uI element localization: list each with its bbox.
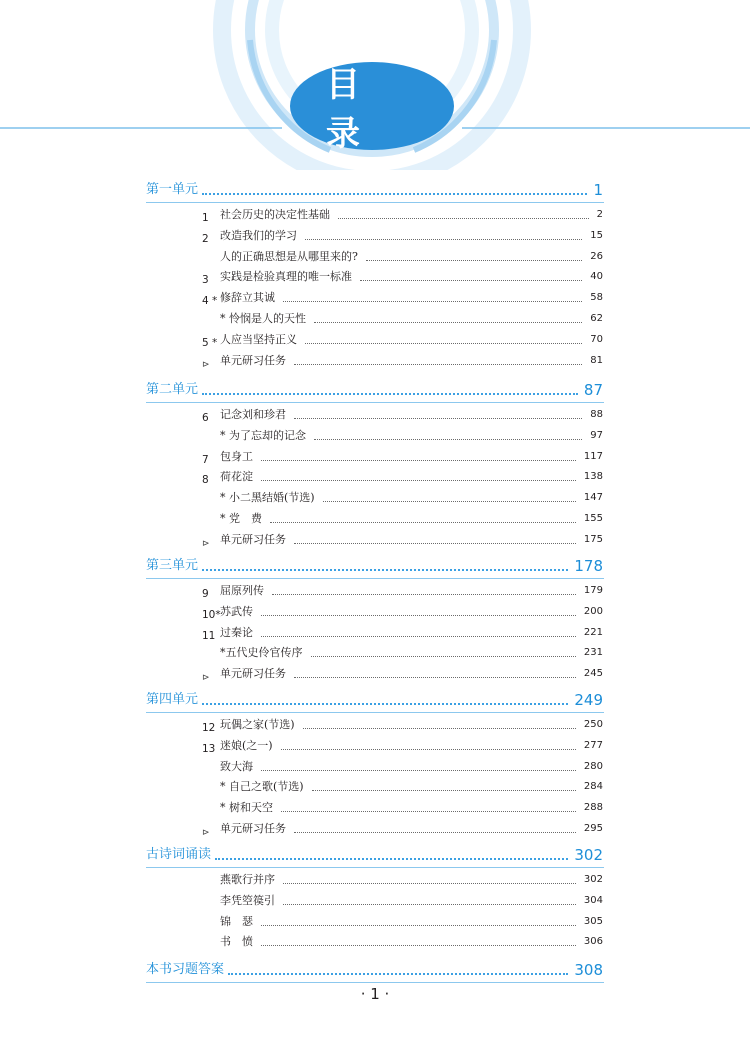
entry-title: 社会历史的决定性基础	[220, 208, 330, 221]
dot-leader	[261, 770, 576, 771]
unit-title: 古诗词诵读	[146, 847, 212, 862]
entry-title: 单元研习任务	[220, 353, 286, 367]
dot-leader	[294, 677, 576, 678]
unit-rule	[146, 578, 604, 579]
entry-title: 锦 瑟	[220, 914, 253, 928]
entry-number: 4 *	[202, 295, 218, 308]
toc-unit-row[interactable]	[146, 843, 603, 865]
dot-leader	[311, 656, 576, 657]
dot-leader	[215, 858, 568, 860]
toc-entry[interactable]	[202, 466, 603, 486]
toc-entry[interactable]	[202, 287, 603, 307]
toc-entry[interactable]	[202, 246, 603, 266]
entry-page-number: 302	[583, 874, 603, 885]
entry-number: 8	[202, 474, 209, 487]
entry-title: 修辞立其诚	[220, 291, 275, 305]
entry-title: 人的正确思想是从哪里来的?	[220, 249, 358, 263]
entry-page-number: 62	[590, 313, 603, 324]
toc-entry[interactable]	[202, 869, 603, 889]
entry-number: 11	[202, 629, 216, 642]
entry-page-number: 295	[583, 823, 603, 834]
entry-number: 5 *	[202, 336, 218, 349]
entry-title: * 小二黑结婚(节选)	[220, 491, 315, 505]
entry-page-number: 288	[583, 802, 603, 814]
entry-title: * 自己之歌(节选)	[220, 780, 304, 794]
entry-number: 10*	[202, 608, 221, 621]
unit-title: 第二单元	[146, 382, 199, 397]
toc-entry[interactable]	[202, 911, 603, 931]
dot-leader	[202, 393, 578, 395]
toc-unit-row[interactable]	[146, 554, 603, 576]
dot-leader	[360, 280, 582, 281]
entry-page-number: 147	[583, 492, 603, 504]
entry-title: 致大海	[220, 759, 253, 773]
toc-unit-row[interactable]	[146, 378, 603, 400]
toc-entry[interactable]	[202, 487, 603, 507]
entry-title: 苏武传	[220, 604, 253, 618]
task-marker-icon: ⊳	[202, 359, 210, 370]
entry-page-number: 88	[590, 409, 603, 420]
entry-page-number: 26	[590, 250, 603, 262]
unit-rule	[146, 712, 604, 713]
dot-leader	[202, 193, 587, 195]
entry-page-number: 15	[590, 229, 603, 241]
entry-number: 12	[202, 722, 216, 734]
entry-page-number: 231	[583, 647, 603, 659]
dot-leader	[305, 239, 582, 240]
task-marker-icon: ⊳	[202, 828, 210, 838]
entry-number: 3	[202, 274, 209, 287]
toc-entry[interactable]	[202, 425, 603, 445]
dot-leader	[294, 364, 582, 365]
toc-entry[interactable]	[202, 622, 603, 642]
toc-entry[interactable]	[202, 266, 603, 286]
dot-leader	[202, 569, 568, 571]
dot-leader	[283, 301, 582, 302]
entry-number: 7	[202, 453, 209, 466]
toc-entry[interactable]	[202, 446, 603, 466]
page-title: 目 录	[326, 65, 396, 154]
unit-rule	[146, 402, 604, 403]
unit-title: 第四单元	[146, 692, 199, 707]
dot-leader	[261, 480, 576, 481]
toc-entry[interactable]	[202, 508, 603, 528]
entry-title: *五代史伶官传序	[220, 646, 303, 660]
entry-number: 1	[202, 212, 209, 224]
task-marker-icon: ⊳	[202, 538, 210, 549]
toc-entry[interactable]	[202, 735, 603, 755]
dot-leader	[272, 594, 576, 595]
dot-leader	[283, 904, 576, 905]
dot-leader	[314, 322, 582, 323]
toc-entry[interactable]	[202, 931, 603, 951]
entry-title: 单元研习任务	[220, 822, 286, 835]
toc-entry[interactable]	[202, 642, 603, 662]
entry-number: 2	[202, 232, 209, 245]
page-number: · 1 ·	[360, 985, 390, 1003]
entry-title: 单元研习任务	[220, 667, 286, 681]
toc-entry[interactable]	[202, 529, 603, 549]
toc-entry[interactable]	[202, 714, 603, 734]
entry-title: 过秦论	[220, 625, 253, 639]
dot-leader	[261, 615, 576, 616]
entry-page-number: 58	[590, 292, 603, 304]
entry-page-number: 284	[583, 781, 603, 793]
toc-entry[interactable]	[202, 818, 603, 838]
entry-title: 单元研习任务	[220, 532, 286, 546]
entry-page-number: 81	[590, 354, 603, 366]
entry-title: 迷娘(之一)	[220, 738, 273, 752]
dot-leader	[261, 925, 576, 926]
entry-number: 13	[202, 742, 216, 755]
entry-page-number: 70	[590, 333, 603, 345]
unit-title: 第一单元	[146, 182, 199, 197]
entry-page-number: 2	[596, 209, 603, 220]
toc-unit-row[interactable]	[146, 958, 603, 980]
dot-leader	[303, 728, 576, 729]
unit-page-number: 178	[574, 557, 603, 575]
entry-page-number: 304	[583, 894, 603, 906]
toc-entry[interactable]	[202, 890, 603, 910]
entry-title: 包身工	[220, 449, 253, 463]
dot-leader	[261, 636, 576, 637]
entry-page-number: 221	[583, 626, 603, 638]
dot-leader	[261, 460, 576, 461]
toc-entry[interactable]	[202, 797, 603, 817]
entry-page-number: 175	[583, 533, 603, 545]
entry-title: 屈原列传	[220, 584, 264, 597]
entry-page-number: 155	[583, 513, 603, 524]
unit-page-number: 1	[593, 181, 603, 199]
toc-entry[interactable]	[202, 404, 603, 424]
dot-leader	[228, 973, 568, 975]
entry-title: * 为了忘却的记念	[220, 428, 306, 442]
entry-title: 改造我们的学习	[220, 228, 297, 242]
entry-page-number: 179	[583, 585, 603, 596]
dot-leader	[366, 260, 582, 261]
unit-title: 本书习题答案	[146, 962, 225, 977]
dot-leader	[270, 522, 576, 523]
toc-entry[interactable]	[202, 601, 603, 621]
unit-page-number: 87	[583, 381, 603, 399]
entry-title: * 树和天空	[220, 801, 273, 815]
toc-entry[interactable]	[202, 204, 603, 224]
toc-unit-row[interactable]	[146, 688, 603, 710]
unit-rule	[146, 982, 604, 983]
toc-entry[interactable]	[202, 329, 603, 349]
dot-leader	[312, 790, 576, 791]
unit-page-number: 302	[574, 846, 603, 864]
task-marker-icon: ⊳	[202, 673, 210, 684]
entry-page-number: 138	[583, 471, 603, 483]
toc-entry[interactable]	[202, 350, 603, 370]
entry-number: 6	[202, 412, 209, 424]
unit-page-number: 308	[574, 961, 603, 979]
entry-title: 荷花淀	[220, 470, 253, 484]
entry-title: 玩偶之家(节选)	[220, 718, 295, 731]
entry-page-number: 40	[590, 271, 603, 283]
dot-leader	[202, 703, 568, 705]
dot-leader	[314, 439, 582, 440]
dot-leader	[281, 749, 576, 750]
dot-leader	[261, 945, 576, 946]
entry-page-number: 250	[583, 719, 603, 730]
entry-title: 书 愤	[220, 935, 253, 949]
dot-leader	[305, 343, 582, 344]
entry-page-number: 245	[583, 668, 603, 680]
unit-title: 第三单元	[146, 558, 199, 573]
toc-entry[interactable]	[202, 756, 603, 776]
toc-entry[interactable]	[202, 776, 603, 796]
toc-entry[interactable]	[202, 663, 603, 683]
toc-entry[interactable]	[202, 225, 603, 245]
entry-title: 人应当坚持正义	[220, 332, 297, 346]
entry-page-number: 200	[583, 605, 603, 617]
dot-leader	[283, 883, 576, 884]
unit-rule	[146, 202, 604, 203]
dot-leader	[294, 832, 576, 833]
entry-page-number: 280	[583, 760, 603, 772]
dot-leader	[323, 501, 576, 502]
unit-page-number: 249	[574, 691, 603, 709]
entry-title: 记念刘和珍君	[220, 408, 286, 421]
toc-entry[interactable]	[202, 308, 603, 328]
toc-entry[interactable]	[202, 580, 603, 600]
entry-title: * 党 费	[220, 512, 262, 525]
entry-title: 实践是检验真理的唯一标准	[220, 270, 352, 284]
entry-page-number: 305	[583, 915, 603, 927]
entry-page-number: 117	[583, 450, 603, 462]
entry-page-number: 277	[583, 739, 603, 751]
entry-page-number: 306	[583, 936, 603, 948]
entry-title: * 怜悯是人的天性	[220, 312, 306, 325]
unit-rule	[146, 867, 604, 868]
entry-title: 燕歌行并序	[220, 873, 275, 886]
dot-leader	[338, 218, 589, 219]
dot-leader	[294, 418, 582, 419]
entry-number: 9	[202, 588, 209, 600]
dot-leader	[294, 543, 576, 544]
entry-page-number: 97	[590, 429, 603, 441]
toc-unit-row[interactable]	[146, 178, 603, 200]
entry-title: 李凭箜篌引	[220, 893, 275, 907]
dot-leader	[281, 811, 576, 812]
